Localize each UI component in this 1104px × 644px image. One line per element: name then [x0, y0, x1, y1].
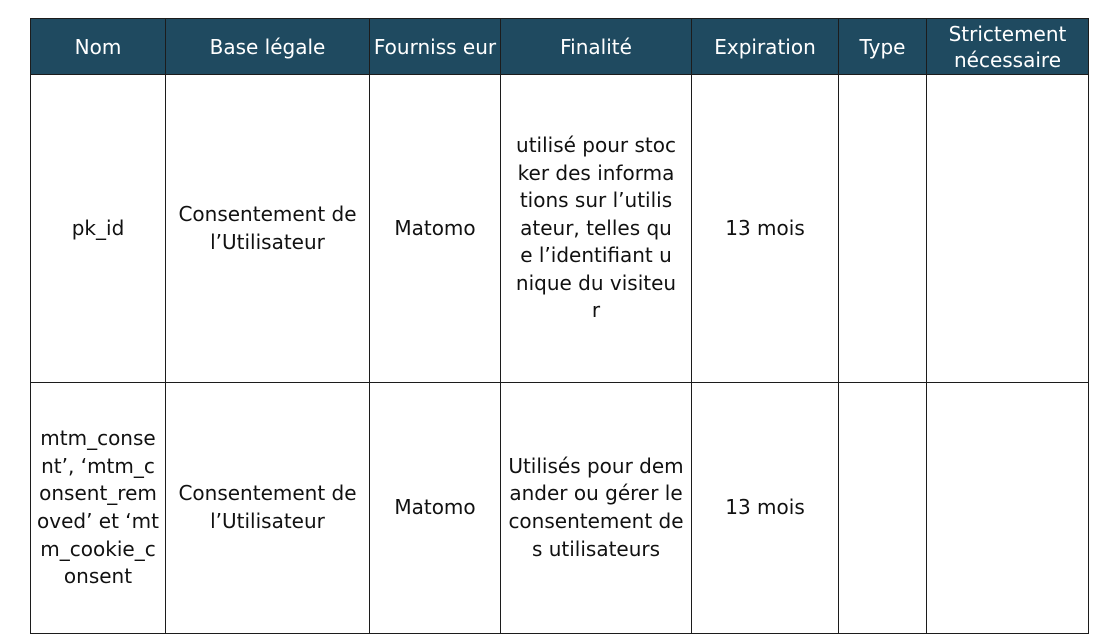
- table-header-row: [31, 19, 1089, 75]
- cell-type: [839, 383, 927, 634]
- header-fournisseur: Fourniss eur: [370, 19, 501, 75]
- cell-base-legale: Consentement de l’Utilisateur: [166, 383, 370, 634]
- cell-finalite: Utilisés pour demander ou gérer le consentement des utilisateurs: [501, 383, 692, 634]
- cookies-table: [30, 18, 1089, 634]
- cell-expiration: 13 mois: [692, 383, 839, 634]
- cell-strictement-necessaire: [927, 75, 1089, 383]
- header-nom: Nom: [31, 19, 166, 75]
- cell-nom: mtm_consent’, ‘mtm_consent_removed’ et ‘mtm_cookie_consent: [31, 383, 166, 634]
- table-row: [31, 75, 1089, 383]
- cell-base-legale: Consentement de l’Utilisateur: [166, 75, 370, 383]
- cell-nom: pk_id: [31, 75, 166, 383]
- cell-fournisseur: Matomo: [370, 75, 501, 383]
- cell-strictement-necessaire: [927, 383, 1089, 634]
- cell-type: [839, 75, 927, 383]
- cell-finalite: utilisé pour stocker des informations sur l’utilisateur, telles que l’identifiant unique du visiteur: [501, 75, 692, 383]
- header-type: Type: [839, 19, 927, 75]
- header-base-legale: Base légale: [166, 19, 370, 75]
- header-strictement-necessaire: Strictement nécessaire: [927, 19, 1089, 75]
- table-row: [31, 383, 1089, 634]
- cell-fournisseur: Matomo: [370, 383, 501, 634]
- cell-expiration: 13 mois: [692, 75, 839, 383]
- header-finalite: Finalité: [501, 19, 692, 75]
- header-expiration: Expiration: [692, 19, 839, 75]
